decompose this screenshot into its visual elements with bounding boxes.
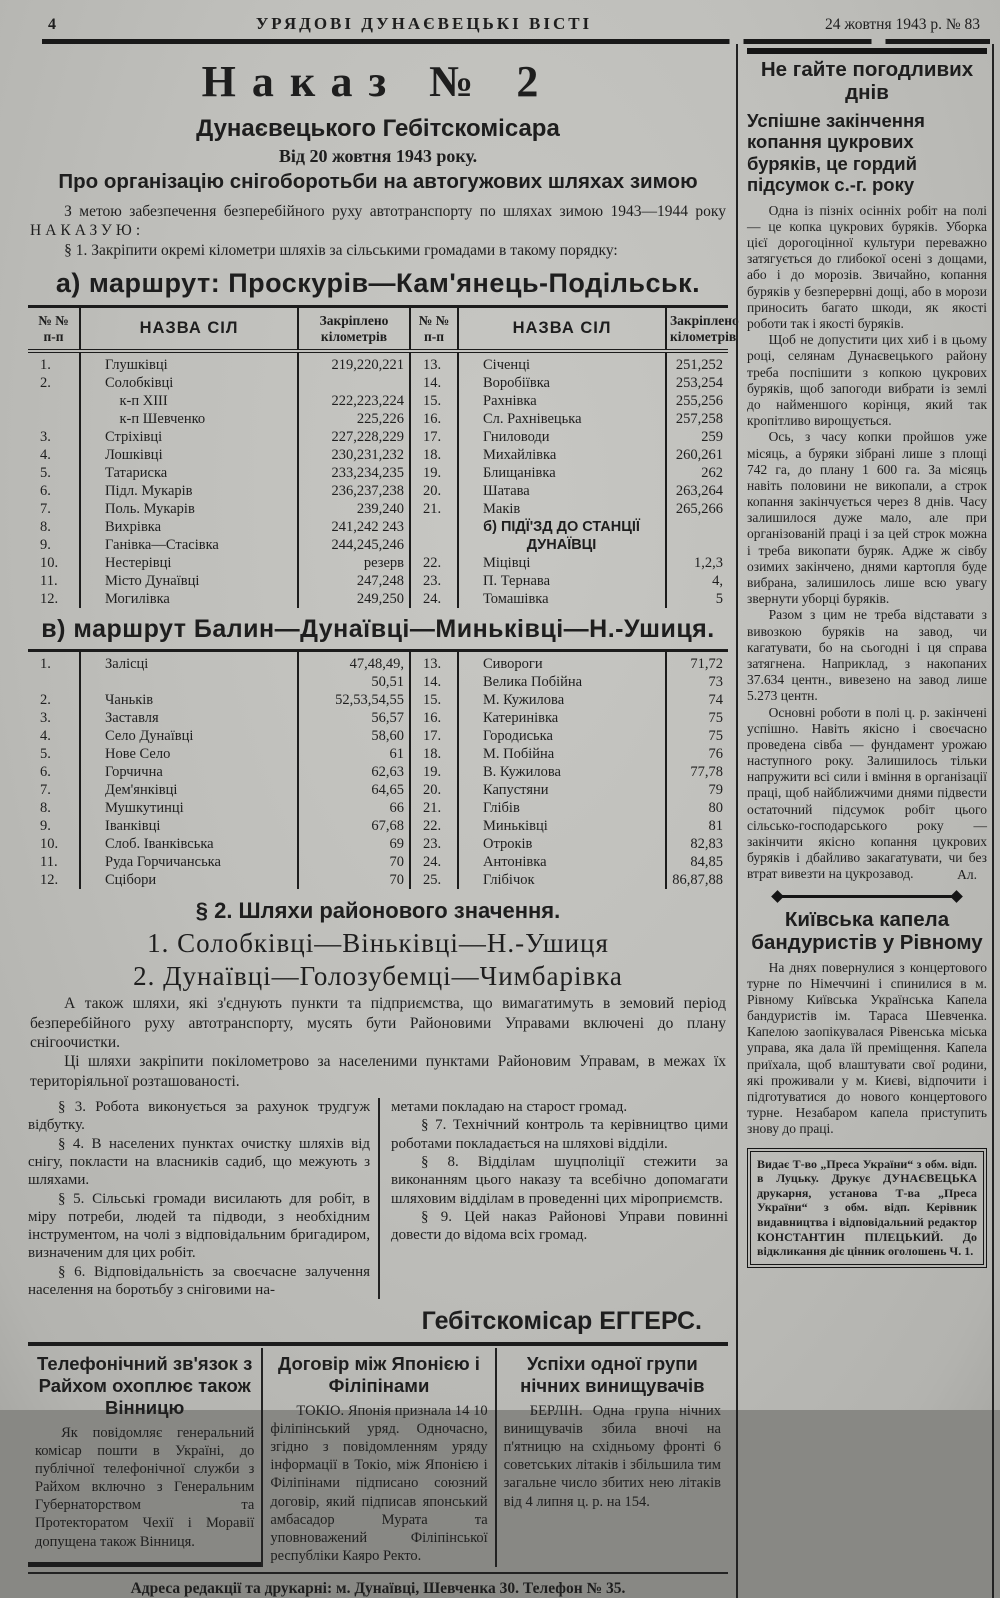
- table-row: [28, 799, 728, 817]
- table-cell: 3.: [28, 428, 80, 446]
- table-cell: к-п Шевченко: [80, 410, 298, 428]
- table-cell: 10.: [28, 835, 80, 853]
- table-cell: 259: [701, 429, 723, 446]
- table-cell: 6.: [28, 482, 80, 500]
- table-cell: Блищанівка: [458, 464, 666, 482]
- table-cell: 16.: [410, 709, 458, 727]
- article-japan-treaty-title: Договір між Японією і Філіпінами: [278, 1353, 480, 1397]
- table-row: [28, 572, 728, 590]
- table-cell: 74: [708, 692, 723, 709]
- table-row: [28, 518, 728, 536]
- table-cell: 69: [298, 835, 410, 853]
- table-cell: Лошківці: [80, 446, 298, 464]
- table-cell: 5.: [28, 745, 80, 763]
- table-cell: М. Кужилова: [458, 691, 666, 709]
- table-cell: Маків: [458, 500, 666, 518]
- table-cell: 260,261: [675, 447, 723, 464]
- page-number: 4: [48, 16, 56, 33]
- table-row: [28, 392, 728, 410]
- table-cell: Горчична: [80, 763, 298, 781]
- col-header-village: НАЗВА СІЛ: [80, 307, 298, 352]
- table-cell: [28, 673, 80, 691]
- diamond-divider: [773, 892, 961, 901]
- table-cell: 15.: [410, 392, 458, 410]
- table-cell: 233,234,235: [298, 464, 410, 482]
- table-cell: 12.: [28, 871, 80, 889]
- table-cell: 6.: [28, 763, 80, 781]
- table-cell: Сцібори: [80, 871, 298, 889]
- table-cell: Вихрівка: [80, 518, 298, 536]
- table-cell: Татариска: [80, 464, 298, 482]
- table-cell: 251,252: [675, 357, 723, 374]
- table-cell: 18.: [410, 446, 458, 464]
- sidebar-paragraph: Ось, з часу копки пройшов уже місяць, а буряки зібрані лише з площі 742 га, до плану 1 600 га. За місяць навіть половини не викопали, а строк копання закінчується через 8 днів. Часу залишилося дуже мало, але при організованій праці і за цей строк можна і треба викопати буряк. Адже ж сівбу озимих закінчено, днями картопля буде вибрана, залишилось лише всю увагу звернути уборці буряків.: [747, 429, 987, 607]
- table-cell: 79: [708, 782, 723, 799]
- clause-3: § 3. Робота виконується за рахунок трудгуж відбутку.: [28, 1099, 370, 1134]
- table-cell: к-п XIII: [80, 392, 298, 410]
- article-night-fighters-title: Успіхи одної групи нічних винищувачів: [520, 1353, 705, 1397]
- table-cell: Міцівці: [458, 554, 666, 572]
- table-cell: 219,220,221: [298, 351, 410, 374]
- table-cell: 222,223,224: [298, 392, 410, 410]
- table-cell: 19.: [410, 464, 458, 482]
- sidebar-paragraph: Разом з цим не треба відставати з вивозкою буряків на завод, чи кагатувати, бо на сьогодні і ця справа затягнена. Наприклад, з накопаних 37.634 центн., вивезено на завод лише 5.273 центн.: [747, 607, 987, 704]
- sidebar-column: [736, 44, 994, 1598]
- table-cell: 8.: [28, 799, 80, 817]
- table-cell: ДУНАЇВЦІ: [458, 536, 666, 554]
- table-cell: Нове Село: [80, 745, 298, 763]
- table-cell: 19.: [410, 763, 458, 781]
- table-cell: Гниловоди: [458, 428, 666, 446]
- table-row: [28, 853, 728, 871]
- table-cell: 81: [708, 818, 723, 835]
- table-cell: Слоб. Іванківська: [80, 835, 298, 853]
- table-row: [28, 554, 728, 572]
- divider-line: [782, 895, 952, 898]
- clause-6: § 6. Відповідальність за своєчасне залучення населення на боротьбу з сніговими на-: [28, 1263, 370, 1298]
- table-cell: Підл. Мукарів: [80, 482, 298, 500]
- table-cell: 10.: [28, 554, 80, 572]
- table-cell: 56,57: [298, 709, 410, 727]
- table-row: [28, 871, 728, 889]
- table-cell: 52,53,54,55: [298, 691, 410, 709]
- table-cell: 80: [708, 800, 723, 817]
- table-cell: Січенці: [458, 351, 666, 374]
- table-cell: П. Тернава: [458, 572, 666, 590]
- table-cell: 255,256: [675, 393, 723, 410]
- table-cell: 241,242 243: [298, 518, 410, 536]
- table-cell: В. Кужилова: [458, 763, 666, 781]
- table-cell: 253,254: [675, 375, 723, 392]
- sidebar-paragraph: Одна із пізніх осінніх робіт на полі — це копка цукрових буряків. Уборка цієї дорогоцінної культури переважно затягується до глибокої осені з дощами, або і до морозів. Звичайно, копання буряків у безперервні дощі, або в морози приносить багато шкоди, як якості роботи так і якості буряків.: [747, 202, 987, 332]
- table-cell: Чаньків: [80, 691, 298, 709]
- table-cell: М. Побійна: [458, 745, 666, 763]
- order-intro-text: З метою забезпечення безперебійного руху автотранспорту по шляхах зимою 1943—1944 року: [64, 203, 726, 220]
- clause-6-continuation: метами покладаю на старост громад.: [391, 1099, 628, 1116]
- table-cell: 9.: [28, 817, 80, 835]
- main-column: [26, 44, 739, 1598]
- table-header-row: [28, 307, 728, 352]
- table-cell: Ганівка—Стасівка: [80, 536, 298, 554]
- order-paragraph-1: § 1. Закріпити окремі кілометри шляхів за сільськими громадами в такому порядку:: [64, 241, 618, 259]
- table-cell: Глібів: [458, 799, 666, 817]
- section2-paragraph-2: Ці шляхи закріпити покілометрово за населеними пунктами Районовим Управам, в межах їх територіяльної розташованості.: [30, 1053, 726, 1090]
- table-row: [28, 709, 728, 727]
- table-cell: 5.: [28, 464, 80, 482]
- table-row: [28, 817, 728, 835]
- table-cell: Стріхівці: [80, 428, 298, 446]
- article-night-fighters: [495, 1348, 728, 1567]
- table-cell: 236,237,238: [298, 482, 410, 500]
- table-cell: Могилівка: [80, 590, 298, 608]
- table-cell: Городиська: [458, 727, 666, 745]
- table-cell: 244,245,246: [298, 536, 410, 554]
- masthead: [26, 6, 994, 36]
- table-cell: Воробіївка: [458, 374, 666, 392]
- table-row: [28, 410, 728, 428]
- table-cell: Катеринівка: [458, 709, 666, 727]
- table-cell: 7.: [28, 500, 80, 518]
- table-cell: 3.: [28, 709, 80, 727]
- article-telephone-title: Телефонічний зв'язок з Райхом охоплює також Вінницю: [37, 1353, 253, 1418]
- table-cell: 24.: [410, 590, 458, 608]
- masthead-date: 24 жовтня 1943 р. № 83: [825, 16, 980, 33]
- table-cell: 8.: [28, 518, 80, 536]
- sidebar-subheadline: Успішне закінчення копання цукрових буряків, це гордий підсумок с.-г. року: [747, 109, 925, 196]
- section2-route-1: 1. Солобківці—Віньківці—Н.-Ушиця: [147, 928, 609, 959]
- diamond-icon: [771, 890, 784, 903]
- table-row: [28, 727, 728, 745]
- order-subject: Про організацію снігоборотьби на автогужових шляхах зимою: [58, 170, 698, 193]
- order-clauses: [28, 1098, 728, 1299]
- article-author-initials: Ал.: [957, 866, 977, 882]
- table-cell: [28, 410, 80, 428]
- order-date-line: Від 20 жовтня 1943 року.: [278, 146, 478, 166]
- table-row: [28, 446, 728, 464]
- table-cell: Глушківці: [80, 351, 298, 374]
- table-cell: 225,226: [298, 410, 410, 428]
- table-cell: 17.: [410, 428, 458, 446]
- article-telephone: [28, 1348, 261, 1567]
- route-table-a: [28, 305, 739, 608]
- article-night-fighters-body: БЕРЛІН. Одна група нічних винищувачів збила вночі на п'ятницю на східньому фронті 6 советських літаків і збільшила тим загальне число збитих нею літаків від 4 липня ц. р. на 154.: [503, 1402, 721, 1510]
- article-telephone-body: Як повідомляє генеральний комісар пошти в Україні, до публічної телефонічної служби з Райхом включно з Генеральним Губернаторством та Протекторатом Чехії і Моравії допущена також Вінниця.: [35, 1424, 255, 1550]
- clauses-right-column: [378, 1098, 728, 1299]
- table-cell: Руда Горчичанська: [80, 853, 298, 871]
- col-header-km: Закріплено кілометрів: [298, 307, 410, 352]
- col-header-num: № № п-п: [410, 307, 458, 352]
- table-cell: Місто Дунаївці: [80, 572, 298, 590]
- table-cell: 257,258: [675, 411, 723, 428]
- table-cell: 22.: [410, 554, 458, 572]
- route-table-b: [28, 649, 728, 889]
- table-cell: 265,266: [675, 501, 723, 518]
- table-cell: [666, 518, 728, 536]
- sidebar-headline-2: Київська капела бандуристів у Рівному: [751, 907, 983, 954]
- order-subtitle: Дунаєвецького Гебітскомісара: [196, 115, 560, 142]
- table-cell: Рахнівка: [458, 392, 666, 410]
- table-cell: [80, 673, 298, 691]
- table-row: [28, 482, 728, 500]
- table-cell: 1,2,3: [694, 555, 723, 572]
- table-row: [28, 464, 728, 482]
- table-cell: 230,231,232: [298, 446, 410, 464]
- col-header-village: НАЗВА СІЛ: [458, 307, 666, 352]
- sidebar-paragraph: Основні роботи в полі ц. р. закінчені успішно. Навіть якісно і своєчасно проведена сівба — фундамент урожаю наступного року. Залишилось тільки напружити всі сили і вміння в організації праці, щоб найближчими днями підвести остаточний підсумок робіт цього сільсько-господарського року — закінчити якісно копання цукрових буряків і дбайливо закагатувати, чи без втрат вивезти на цукрозавод.: [747, 704, 987, 882]
- table-cell: 66: [298, 799, 410, 817]
- clause-4: § 4. В населених пунктах очистку шляхів від снігу, покласти на власників садиб, що межують з шляхами.: [28, 1135, 370, 1189]
- table-row: [28, 763, 728, 781]
- section-divider-rule: [28, 1342, 728, 1346]
- order-signature: Гебітскомісар ЕГГЕРС.: [421, 1307, 702, 1336]
- table-cell: Мушкутинці: [80, 799, 298, 817]
- table-cell: [410, 518, 458, 536]
- route-b-title: в) маршрут Балин—Дунаївці—Миньківці—Н.-Ушиця.: [41, 615, 715, 644]
- table-row: [28, 590, 728, 608]
- table-cell: б) ПІДЇ'ЗД ДО СТАНЦІЇ: [458, 518, 666, 536]
- table-cell: 70: [298, 853, 410, 871]
- clause-8: § 8. Відділам шуцполіції стежити за виконанням цього наказу та всебічно допомагати шляховим відділам в проведенні цих міроприємств.: [391, 1153, 728, 1207]
- clause-7: § 7. Технічний контроль та керівництво цими роботами покладається на шляхові відділи.: [391, 1117, 728, 1152]
- table-cell: [666, 536, 728, 554]
- table-cell: 17.: [410, 727, 458, 745]
- table-cell: 239,240: [298, 500, 410, 518]
- sidebar-article2-body: На днях повернулися з концертового турне по Німеччині і спинилися в м. Рівному Київська Українська Капела бандуристів ім. Тараса Шевченка. Капелою заопікувалася Рівенська міська управа, яка дала їй преміщення. Капела приїхала, щоб влаштувати свої родини, які проживали у м. Києві, відпочити і підготуватися до нового концертового турне. Незабаром капела приступить знову до праці.: [747, 959, 987, 1137]
- table-cell: 4.: [28, 727, 80, 745]
- table-cell: 61: [298, 745, 410, 763]
- table-cell: 20.: [410, 781, 458, 799]
- table-row: [28, 536, 728, 554]
- bottom-articles: [28, 1348, 728, 1567]
- table-cell: 75: [708, 710, 723, 727]
- table-cell: Томашівка: [458, 590, 666, 608]
- table-cell: Велика Побійна: [458, 673, 666, 691]
- table-cell: Антонівка: [458, 853, 666, 871]
- editorial-address: Адреса редакції та друкарні: м. Дунаївці, Шевченка 30. Телефон № 35.: [28, 1572, 728, 1598]
- table-cell: 18.: [410, 745, 458, 763]
- article-japan-treaty: [261, 1348, 494, 1567]
- table-cell: Миньківці: [458, 817, 666, 835]
- table-cell: 13.: [410, 351, 458, 374]
- table-cell: Іванківці: [80, 817, 298, 835]
- table-cell: 11.: [28, 853, 80, 871]
- clauses-left-column: [28, 1098, 378, 1299]
- table-cell: 13.: [410, 651, 458, 674]
- table-cell: 263,264: [675, 483, 723, 500]
- table-cell: Поль. Мукарів: [80, 500, 298, 518]
- section2-route-2: 2. Дунаївці—Голозубемці—Чимбарівка: [133, 961, 623, 992]
- table-cell: 9.: [28, 536, 80, 554]
- table-cell: Сл. Рахнівецька: [458, 410, 666, 428]
- table-row: [28, 781, 728, 799]
- table-cell: 71,72: [690, 656, 723, 673]
- table-cell: 12.: [28, 590, 80, 608]
- table-cell: 75: [708, 728, 723, 745]
- col-header-num: № № п-п: [28, 307, 80, 352]
- table-cell: 1.: [28, 351, 80, 374]
- table-cell: 15.: [410, 691, 458, 709]
- table-cell: 1.: [28, 651, 80, 674]
- page-body: [26, 44, 994, 1598]
- table-cell: 14.: [410, 673, 458, 691]
- table-cell: 77,78: [690, 764, 723, 781]
- clause-9: § 9. Цей наказ Районові Управи повинні довести до відома всіх громад.: [391, 1208, 728, 1244]
- table-cell: 62,63: [298, 763, 410, 781]
- table-cell: 25.: [410, 871, 458, 889]
- table-cell: 227,228,229: [298, 428, 410, 446]
- article-japan-treaty-body: ТОКІО. Японія признала 14 10 філіпінський уряд. Одночасно, згідно з повідомленням уряду інформації в Токіо, між Японією і Філіпінами підписано союзний договір, який підписав японський амбасадор Мурата та уповноважений Філіпінської республіки Каяро Ректо.: [270, 1402, 488, 1564]
- table-cell: 5: [715, 591, 723, 608]
- sidebar-paragraph: Щоб не допустити цих хиб і в цьому році, селянам Дунаєвецького району треба поспішити з копкою цукрових буряків, щоб запогоди вибрати із землі до найменшого корінця, який так кропітливо вирощується.: [747, 332, 987, 429]
- table-row: [28, 651, 728, 674]
- diamond-icon: [950, 890, 963, 903]
- table-cell: 20.: [410, 482, 458, 500]
- table-cell: 4,: [712, 573, 723, 590]
- table-cell: [410, 536, 458, 554]
- table-cell: 64,65: [298, 781, 410, 799]
- table-cell: 76: [708, 746, 723, 763]
- table-cell: Сивороги: [458, 651, 666, 674]
- table-cell: 4.: [28, 446, 80, 464]
- table-cell: 73: [708, 674, 723, 691]
- table-cell: 16.: [410, 410, 458, 428]
- table-cell: 2.: [28, 691, 80, 709]
- table-row: [28, 428, 728, 446]
- table-cell: 86,87,88: [672, 872, 723, 889]
- clause-5: § 5. Сільські громади висилають для робіт, в міру потреби, людей та підводи, з необхідним інструментом, на чолі з відповідальним бригадиром, визначеним для цих робіт.: [28, 1190, 370, 1262]
- table-cell: 22.: [410, 817, 458, 835]
- table-cell: 82,83: [690, 836, 723, 853]
- table-cell: Отроків: [458, 835, 666, 853]
- table-row: [28, 374, 728, 392]
- table-cell: 247,248: [298, 572, 410, 590]
- table-cell: 50,51: [298, 673, 410, 691]
- route-a-title: а) маршрут: Проскурів—Кам'янець-Подільськ.: [55, 268, 701, 299]
- table-row: [28, 691, 728, 709]
- order-intro-emphasis: НАКАЗУЮ:: [30, 222, 145, 240]
- table-cell: 262: [701, 465, 723, 482]
- table-cell: 23.: [410, 835, 458, 853]
- table-row: [28, 351, 728, 374]
- table-cell: 21.: [410, 799, 458, 817]
- table-cell: Шатава: [458, 482, 666, 500]
- table-cell: Залісці: [80, 651, 298, 674]
- table-cell: 7.: [28, 781, 80, 799]
- table-cell: 2.: [28, 374, 80, 392]
- section2-title: § 2. Шляхи районового значення.: [195, 898, 561, 924]
- table-cell: 21.: [410, 500, 458, 518]
- table-row: [28, 500, 728, 518]
- table-row: [28, 673, 728, 691]
- table-cell: 249,250: [298, 590, 410, 608]
- masthead-title: УРЯДОВІ ДУНАЄВЕЦЬКІ ВІСТІ: [255, 14, 593, 33]
- table-cell: 24.: [410, 853, 458, 871]
- col-header-km: Закріплено кілометрів: [666, 307, 728, 352]
- table-cell: Нестерівці: [80, 554, 298, 572]
- table-cell: Солобківці: [80, 374, 298, 392]
- table-cell: Село Дунаївці: [80, 727, 298, 745]
- table-cell: Глібічок: [458, 871, 666, 889]
- sidebar-headline: Не гайте погодливих днів: [760, 58, 974, 104]
- table-cell: 58,60: [298, 727, 410, 745]
- table-cell: [28, 392, 80, 410]
- section2-paragraph-1: А також шляхи, які з'єднують пункти та підприємства, що вимагатимуть в земовий період безперебійного руху автотранспорту, мусять бути Районовими Управами включені до плану снігоочистки.: [30, 995, 726, 1051]
- table-cell: 67,68: [298, 817, 410, 835]
- table-cell: 47,48,49,: [298, 651, 410, 674]
- table-cell: Михайлівка: [458, 446, 666, 464]
- table-cell: 23.: [410, 572, 458, 590]
- table-row: [28, 835, 728, 853]
- order-title: Наказ № 2: [201, 57, 555, 106]
- table-cell: 84,85: [690, 854, 723, 871]
- table-row: [28, 745, 728, 763]
- table-cell: резерв: [298, 554, 410, 572]
- sidebar-top-rule: [747, 48, 987, 54]
- table-cell: Капустяни: [458, 781, 666, 799]
- order-intro: [30, 202, 726, 241]
- publisher-imprint-box: Видає Т-во „Преса України“ з обм. відп. в Луцьку. Друкує ДУНАЄВЕЦЬКА друкарня, установа Т-ва „Преса України“ з обм. відп. Керівник видавництва і відповідальний редактор КОНСТАНТИН ПІЛЕЦЬКИЙ. До відкликання діє цінник оголошень Ч. 1.: [747, 1148, 987, 1268]
- table-cell: 70: [298, 871, 410, 889]
- table-cell: [298, 374, 410, 392]
- table-cell: 11.: [28, 572, 80, 590]
- table-cell: 14.: [410, 374, 458, 392]
- table-cell: Дем'янківці: [80, 781, 298, 799]
- table-cell: Заставля: [80, 709, 298, 727]
